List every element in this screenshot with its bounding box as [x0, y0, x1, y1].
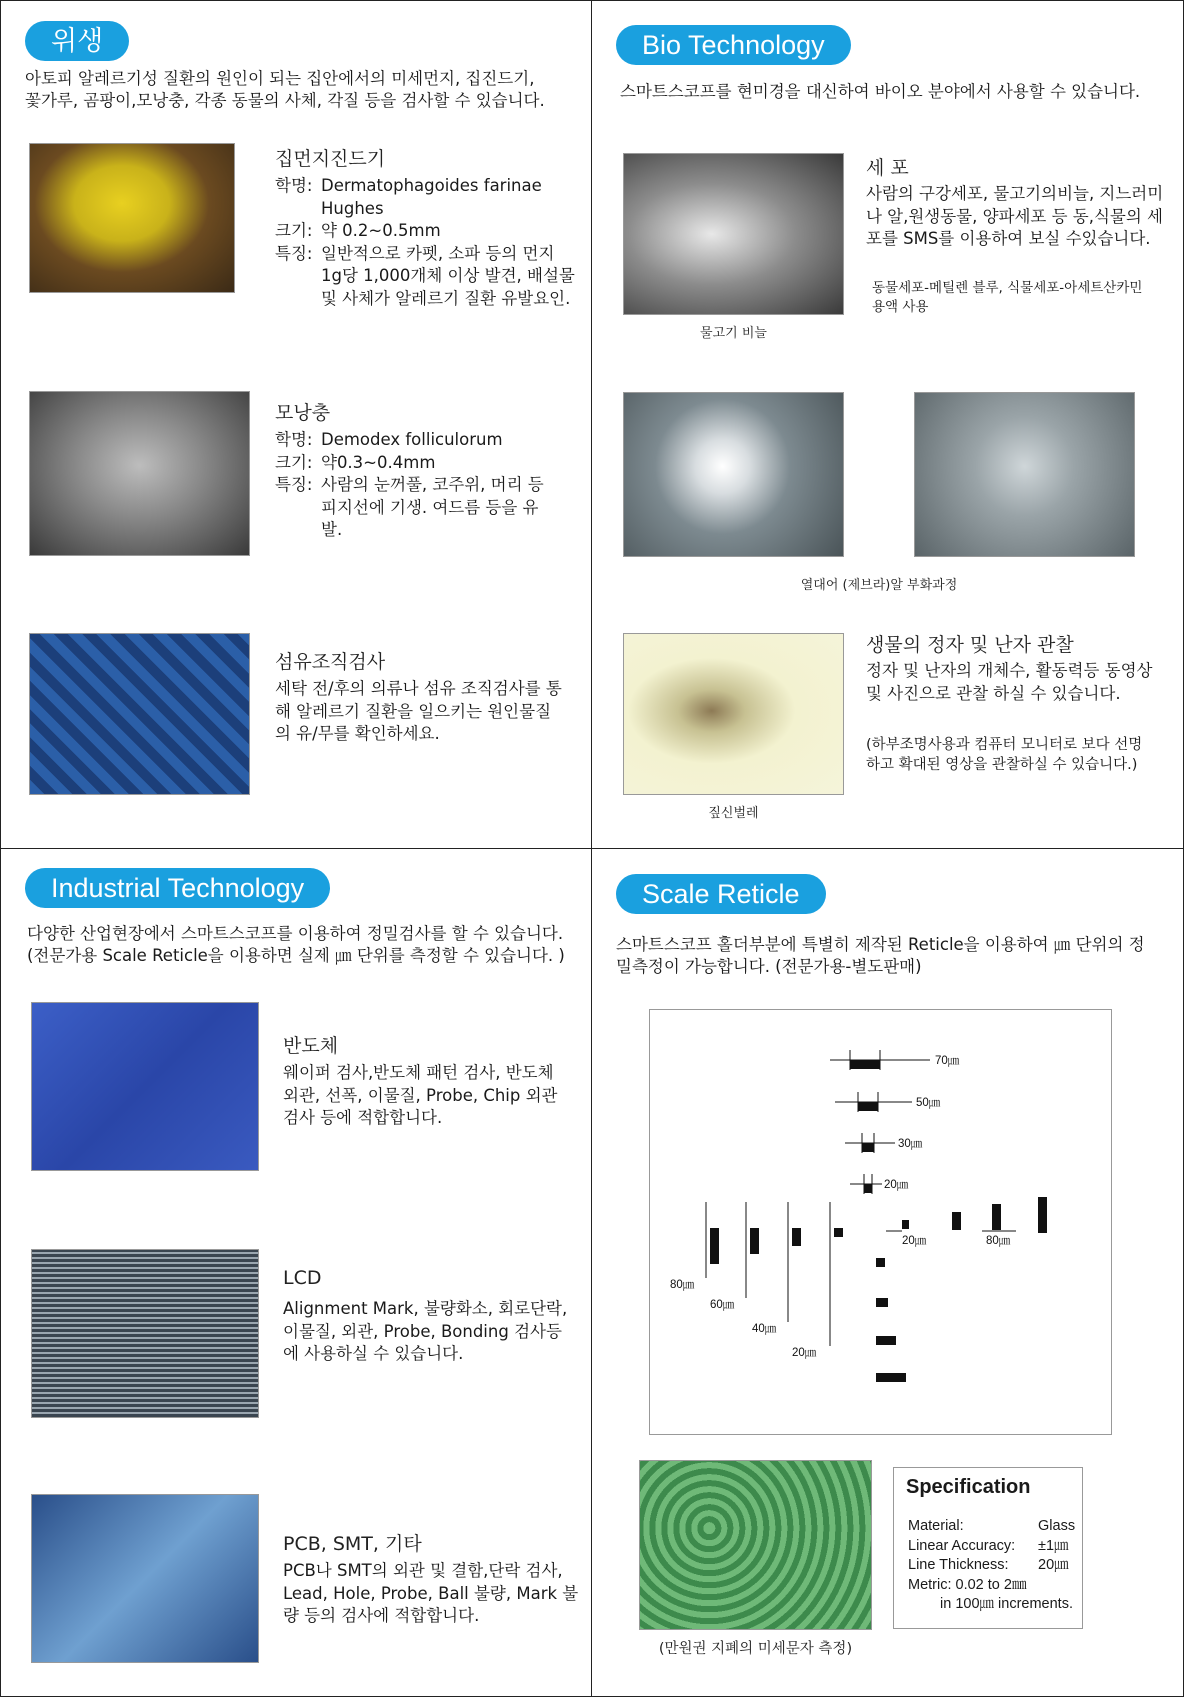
- reticle-label-20b: 20㎛: [902, 1235, 927, 1247]
- banknote-caption: (만원권 지폐의 미세문자 측정): [658, 1641, 853, 1657]
- spec-material-label: Material:: [908, 1518, 964, 1534]
- cell-title: 세 포: [866, 157, 909, 179]
- spec-thickness-value: 20㎛: [1038, 1557, 1069, 1573]
- reticle-label-40: 40㎛: [752, 1323, 777, 1335]
- sperm-title: 생물의 정자 및 난자 관찰: [866, 634, 1074, 656]
- fish-scale-image: [623, 153, 844, 315]
- spec-rows: [908, 1517, 1082, 1615]
- demodex-image: [29, 391, 250, 556]
- pcb-image: [31, 1494, 259, 1663]
- fiber-image: [29, 633, 250, 795]
- fiber-text: 세탁 전/후의 의류나 섬유 조직검사를 통해 알레르기 질환을 일으키는 원인물질의 유/무를 확인하세요.: [275, 679, 562, 743]
- dust-mite-image: [29, 143, 235, 293]
- paramecium-caption: 짚신벌레: [708, 806, 759, 821]
- lcd-text: Alignment Mark, 불량화소, 회로단락, 이물질, 외관, Probe, Bonding 검사등에 사용하실 수 있습니다.: [283, 1299, 568, 1363]
- dust-mite-feature-label: 특징:: [275, 243, 313, 263]
- bio-section: [591, 0, 1184, 849]
- bio-title: Bio Technology: [616, 25, 851, 65]
- reticle-label-30: 30㎛: [898, 1138, 923, 1150]
- dust-mite-size-value: 약 0.2~0.5mm: [321, 221, 441, 240]
- spec-increment: in 100㎛ increments.: [940, 1596, 1073, 1612]
- reticle-diagram: [649, 1009, 1112, 1435]
- cell-text: 사람의 구강세포, 물고기의비늘, 지느러미나 알,원생동물, 양파세포 등 동,식물의 세포를 SMS를 이용하여 보실 수있습니다.: [866, 184, 1164, 248]
- semiconductor-image: [31, 1002, 259, 1171]
- fiber-title: 섬유조직검사: [275, 651, 386, 673]
- demodex-details: [275, 429, 555, 542]
- spec-material-value: Glass: [1038, 1518, 1076, 1534]
- reticle-title: Scale Reticle: [616, 874, 826, 914]
- pcb-text: PCB나 SMT의 외관 및 결함,단락 검사, Lead, Hole, Probe, Ball 불량, Mark 불량 등의 검사에 적합합니다.: [283, 1561, 579, 1625]
- hygiene-section: [0, 0, 592, 849]
- hygiene-title: 위생: [25, 21, 129, 61]
- sperm-note: (하부조명사용과 컴퓨터 모니터로 보다 선명하고 확대된 영상을 관찰하실 수 있습니다.): [866, 737, 1143, 773]
- industrial-title: Industrial Technology: [25, 868, 330, 908]
- spec-metric: Metric: 0.02 to 2㎜: [908, 1576, 1027, 1593]
- reticle-intro: 스마트스코프 홀더부분에 특별히 제작된 Reticle을 이용하여 ㎛ 단위의 정밀측정이 가능합니다. (전문가용-별도판매): [616, 935, 1145, 976]
- semiconductor-text: 웨이퍼 검사,반도체 패턴 검사, 반도체 외관, 선폭, 이물질, Probe, Chip 외관 검사 등에 적합합니다.: [283, 1063, 558, 1127]
- fish-scale-caption: 물고기 비늘: [700, 326, 767, 341]
- demodex-name-label: 학명:: [275, 430, 313, 449]
- reticle-section: [591, 848, 1184, 1697]
- dust-mite-size-label: 크기:: [275, 221, 313, 240]
- sperm-text: 정자 및 난자의 개체수, 활동력등 동영상 및 사진으로 관찰 하실 수 있습니다.: [866, 661, 1153, 703]
- demodex-title: 모낭충: [275, 402, 331, 424]
- demodex-size-label: 크기:: [275, 452, 313, 472]
- paramecium-image: [623, 633, 844, 795]
- demodex-feature-value: 사람의 눈꺼풀, 코주위, 머리 등 피지선에 기생. 여드름 등을 유발.: [321, 475, 544, 539]
- reticle-label-80a: 80㎛: [986, 1235, 1011, 1247]
- semiconductor-title: 반도체: [283, 1035, 339, 1057]
- spec-accuracy-value: ±1㎛: [1038, 1537, 1069, 1554]
- specification-box: [893, 1467, 1083, 1629]
- demodex-size-value: 약0.3~0.4mm: [321, 452, 436, 472]
- dust-mite-feature-value: 일반적으로 카펫, 소파 등의 먼지1g당 1,000개체 이상 발견, 배설물 및 사체가 알레르기 질환 유발요인.: [321, 243, 575, 308]
- reticle-label-20a: 20㎛: [884, 1179, 909, 1191]
- demodex-name-value: Demodex folliculorum: [321, 430, 503, 449]
- dust-mite-title: 집먼지진드기: [275, 148, 386, 170]
- dust-mite-name-label: 학명:: [275, 176, 313, 195]
- hygiene-intro: 아토피 알레르기성 질환의 원인이 되는 집안에서의 미세먼지, 집진드기,꽃가루, 곰팡이,모낭충, 각종 동물의 사체, 각질 등을 검사할 수 있습니다.: [25, 69, 545, 110]
- lcd-title: LCD: [283, 1267, 322, 1289]
- spec-thickness-label: Line Thickness:: [908, 1557, 1009, 1573]
- industrial-intro: 다양한 산업현장에서 스마트스코프를 이용하여 정밀검사를 할 수 있습니다. (전문가용 Scale Reticle을 이용하면 실제 ㎛ 단위를 측정할 수 있습니다. ): [27, 924, 565, 965]
- reticle-label-80b: 80㎛: [670, 1279, 695, 1291]
- reticle-pattern: [650, 1010, 1111, 1434]
- reticle-label-70: 70㎛: [935, 1055, 960, 1067]
- spec-title: Specification: [906, 1476, 1031, 1498]
- bio-intro: 스마트스코프를 현미경을 대신하여 바이오 분야에서 사용할 수 있습니다.: [620, 82, 1141, 101]
- industrial-section: [0, 848, 592, 1697]
- zebrafish-caption: 열대어 (제브라)알 부화과정: [800, 578, 958, 593]
- reticle-label-60: 60㎛: [710, 1299, 735, 1311]
- zebrafish-egg-image-2: [914, 392, 1135, 557]
- dust-mite-details: [275, 175, 575, 310]
- cell-note: 동물세포-메틸렌 블루, 식물세포-아세트산카민 용액 사용: [872, 280, 1143, 315]
- reticle-label-20c: 20㎛: [792, 1347, 817, 1359]
- zebrafish-egg-image-1: [623, 392, 844, 557]
- dust-mite-name-value: Dermatophagoides farinae Hughes: [321, 176, 542, 218]
- spec-accuracy-label: Linear Accuracy:: [908, 1537, 1016, 1554]
- banknote-image: [639, 1460, 872, 1630]
- lcd-image: [31, 1249, 259, 1418]
- reticle-label-50: 50㎛: [916, 1097, 941, 1109]
- pcb-title: PCB, SMT, 기타: [283, 1533, 422, 1555]
- demodex-feature-label: 특징:: [275, 475, 313, 494]
